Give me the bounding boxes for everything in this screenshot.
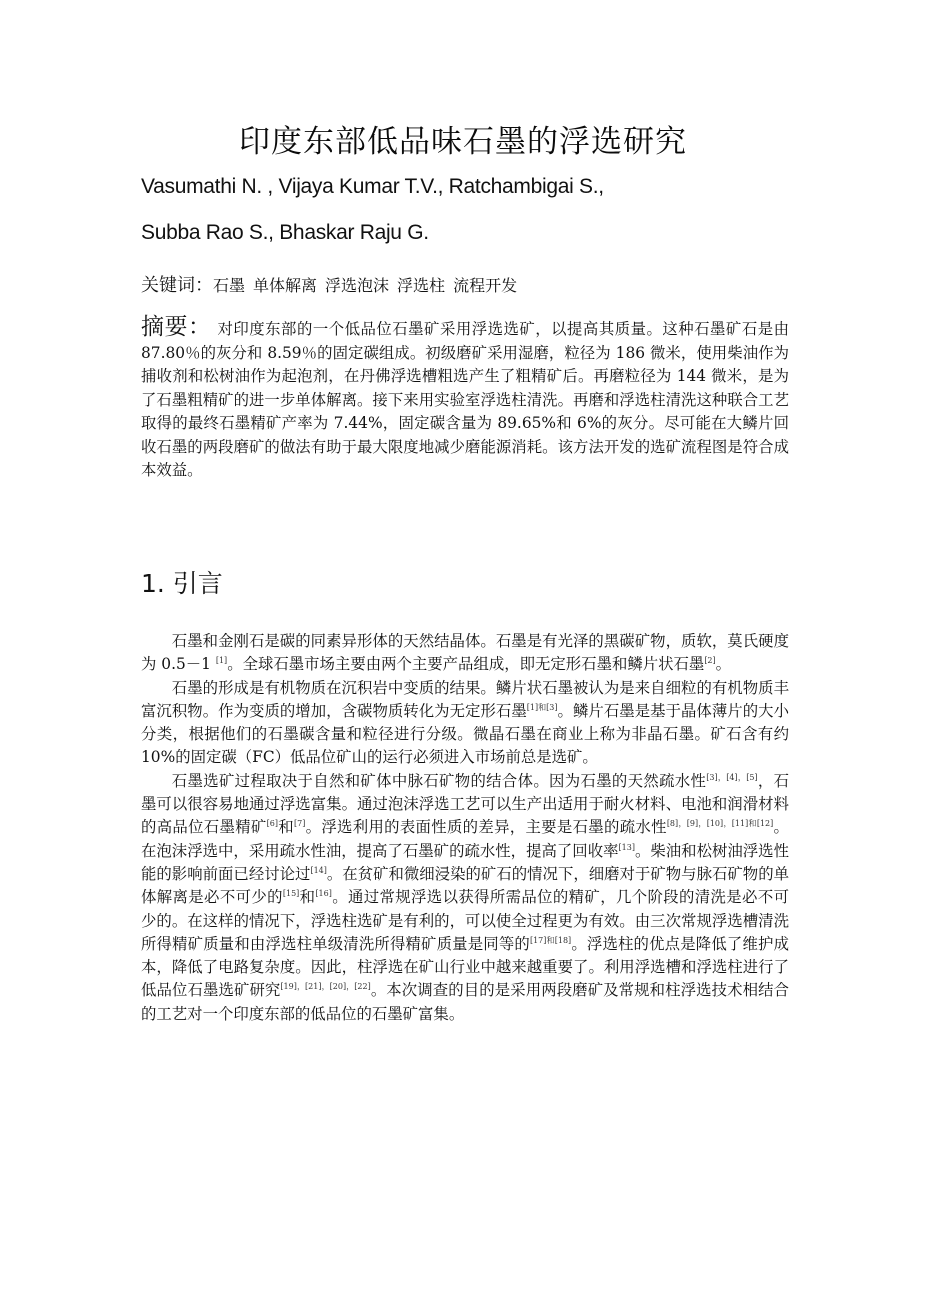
citation-ref: [1] (215, 656, 228, 666)
paragraph-text: 。鳞片石墨是基于晶体薄片的大小分类，根据他们的石墨碳含量和粒径进行分级。微晶石墨在商业上称为非晶石墨。矿石含有约 10%的固定碳（FC）低品位矿山的运行必须进入市场前总是选矿。 (141, 701, 789, 767)
citation-ref: [13] (618, 842, 635, 852)
paragraph-text: 石墨和金刚石是碳的同素异形体的天然结晶体。石墨是有光泽的黑碳矿物，质软，莫氏硬度为 0.5－1 (141, 632, 789, 674)
citation-ref: [6] (266, 819, 278, 829)
paragraph-text: 。通过常规浮选以获得所需品位的精矿，几个阶段的清洗是必不可少的。在这样的情况下，浮选柱选矿是有利的，可以使全过程更为有效。由三次常规浮选槽清洗所得精矿质量和由浮选柱单级清洗所得精矿质量是同等的 (141, 888, 789, 953)
paragraph-text: 。浮选利用的表面性质的差异，主要是石墨的疏水性 (305, 818, 667, 837)
introduction-body (141, 630, 789, 1026)
paragraph-text: 和 (277, 818, 294, 837)
abstract-text: 对印度东部的一个低品位石墨矿采用浮选选矿，以提高其质量。这种石墨矿石是由 87.80％的灰分和 8.59％的固定碳组成。初级磨矿采用湿磨，粒径为 186 微米，使用柴油作为捕收剂和松树油作为起泡剂，在丹佛浮选槽粗选产生了粗精矿后。再磨粒径为 144 微米，是为了石墨粗精矿的进一步单体解离。接下来用实验室浮选柱清洗。再磨和浮选柱清洗这种联合工艺取得的最终石墨精矿产率为 7.44%，固定碳含量为 89.65%和 6%的灰分。尽可能在大鳞片回收石墨的两段磨矿的做法有助于最大限度地减少磨能源消耗。该方法开发的选矿流程图是符合成本效益。 (141, 320, 789, 479)
body-paragraph (141, 630, 789, 677)
body-paragraph (141, 770, 789, 1026)
citation-ref: [3]，[4]，[5] (706, 772, 758, 782)
citation-ref: [14] (310, 865, 327, 875)
citation-ref: [19]，[21]，[20]，[22] (280, 982, 371, 992)
citation-ref: [2] (704, 656, 716, 666)
paragraph-text: 。 (715, 655, 732, 674)
authors-line-2: Subba Rao S., Bhaskar Raju G. (141, 221, 429, 244)
keyword-item: 流程开发 (453, 276, 518, 295)
paragraph-text: 。柴油和松树油浮选性能的影响前面已经讨论过 (141, 841, 789, 883)
keyword-item: 浮选泡沫 (325, 276, 390, 295)
paragraph-text: 。本次调查的目的是采用两段磨矿及常规和柱浮选技术相结合的工艺对一个印度东部的低品位的石墨矿富集。 (141, 981, 789, 1023)
paragraph-text: 。浮选柱的优点是降低了维护成本，降低了电路复杂度。因此，柱浮选在矿山行业中越来越重要了。利用浮选槽和浮选柱进行了低品位石墨选矿研究 (141, 934, 789, 1000)
keyword-item: 石墨 (213, 276, 246, 295)
citation-ref: [15] (282, 889, 300, 899)
paper-title: 印度东部低品味石墨的浮选研究 (239, 124, 687, 160)
paragraph-text: 石墨的形成是有机物质在沉积岩中变质的结果。鳞片状石墨被认为是来自细粒的有机物质丰富沉积物。作为变质的增加，含碳物质转化为无定形石墨 (141, 678, 789, 720)
body-paragraph (141, 677, 789, 770)
citation-ref: [17]和[18] (529, 935, 572, 945)
citation-ref: [16] (315, 889, 332, 899)
citation-ref: [7] (293, 819, 306, 829)
keyword-item: 单体解离 (253, 276, 318, 295)
keywords-block (141, 271, 801, 297)
keyword-item: 浮选柱 (397, 276, 446, 295)
paragraph-text: ，石墨可以很容易地通过浮选富集。通过泡沫浮选工艺可以生产出适用于耐火材料、电池和润滑材料的高品位石墨精矿 (141, 771, 789, 837)
keywords-label: 关键词： (141, 275, 213, 296)
paragraph-text: 。在贫矿和微细浸染的矿石的情况下，细磨对于矿物与脉石矿物的单体解离是必不可少的 (141, 864, 789, 907)
citation-ref: [8]，[9]，[10]，[11]和[12] (666, 819, 774, 829)
section-heading-introduction: 1. 引言 (141, 569, 223, 598)
paragraph-text: 石墨选矿过程取决于自然和矿体中脉石矿物的结合体。因为石墨的天然疏水性 (171, 771, 707, 790)
abstract-label: 摘要： (141, 314, 212, 340)
abstract-block (141, 316, 789, 483)
paragraph-text: 和 (299, 888, 316, 907)
paragraph-text: 。在泡沫浮选中，采用疏水性油，提高了石墨矿的疏水性，提高了回收率 (141, 818, 789, 860)
paragraph-text: 。全球石墨市场主要由两个主要产品组成，即无定形石墨和鳞片状石墨 (227, 655, 705, 674)
citation-ref: [1]和[3] (526, 702, 558, 712)
authors-line-1: Vasumathi N. , Vijaya Kumar T.V., Ratchambigai S., (141, 175, 604, 198)
